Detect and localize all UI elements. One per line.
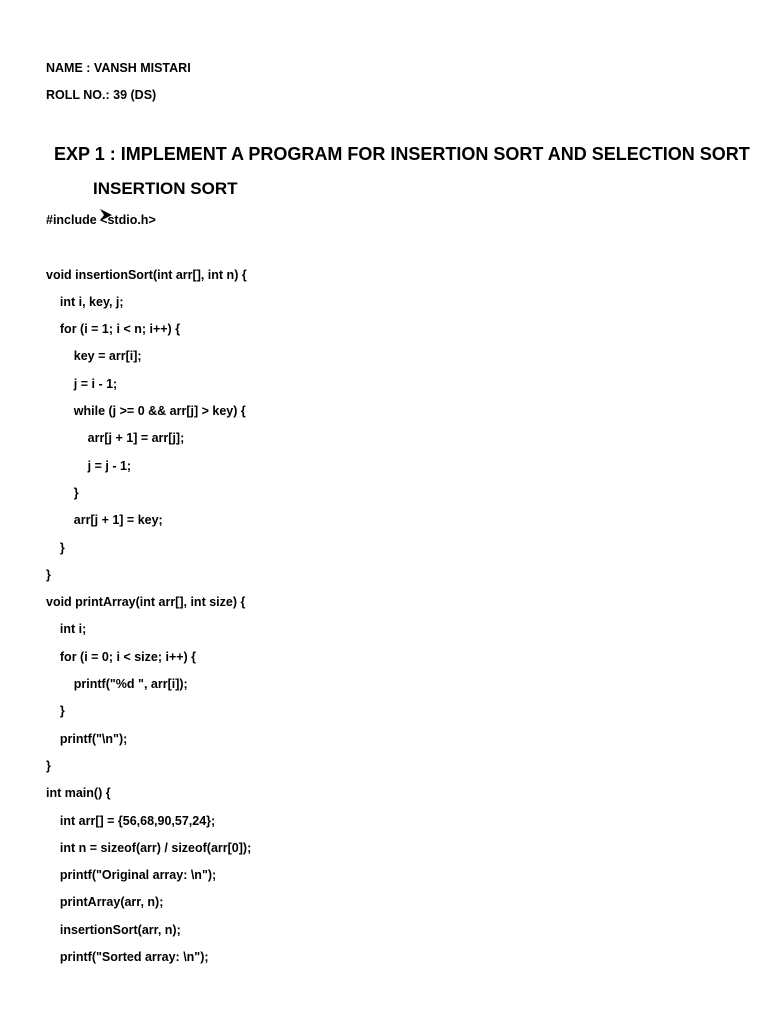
code-line: key = arr[i]; — [46, 349, 142, 364]
code-line: insertionSort(arr, n); — [46, 922, 181, 937]
code-line: #include <stdio.h> — [46, 213, 156, 227]
section-heading-text: INSERTION SORT — [93, 179, 238, 198]
code-line — [46, 237, 251, 264]
code-line: int n = sizeof(arr) / sizeof(arr[0]); — [46, 840, 252, 855]
code-line: j = i - 1; — [46, 376, 118, 391]
code-line: void printArray(int arr[], int size) { — [46, 595, 246, 610]
code-line: j = j - 1; — [46, 458, 132, 473]
code-line: printArray(arr, n); — [46, 895, 164, 910]
code-line: printf("Original array: \n"); — [46, 868, 217, 883]
code-line: while (j >= 0 && arr[j] > key) { — [46, 404, 246, 419]
section-heading-insertion-sort — [72, 178, 238, 200]
student-name: NAME : VANSH MISTARI — [46, 61, 191, 75]
code-line: } — [46, 567, 51, 582]
code-line: } — [46, 758, 51, 773]
code-line: } — [46, 540, 65, 555]
code-line: int i, key, j; — [46, 294, 124, 309]
code-line: printf("Sorted array: \n"); — [46, 950, 209, 965]
arrow-bullet-icon — [72, 183, 84, 195]
code-line: } — [46, 704, 65, 719]
code-line: arr[j + 1] = key; — [46, 513, 163, 528]
experiment-title: EXP 1 : IMPLEMENT A PROGRAM FOR INSERTION SORT AND SELECTION SORT — [54, 144, 750, 164]
code-line: arr[j + 1] = arr[j]; — [46, 431, 185, 446]
code-block — [46, 210, 251, 974]
code-line: void insertionSort(int arr[], int n) { — [46, 267, 247, 282]
code-line: for (i = 0; i < size; i++) { — [46, 649, 197, 664]
roll-number: ROLL NO.: 39 (DS) — [46, 88, 157, 102]
code-line: int main() { — [46, 786, 111, 801]
code-line: printf("%d ", arr[i]); — [46, 677, 188, 692]
code-line: } — [46, 485, 79, 500]
code-line: int arr[] = {56,68,90,57,24}; — [46, 813, 216, 828]
code-line: int i; — [46, 622, 87, 637]
code-line: printf("\n"); — [46, 731, 128, 746]
code-line: for (i = 1; i < n; i++) { — [46, 322, 181, 337]
